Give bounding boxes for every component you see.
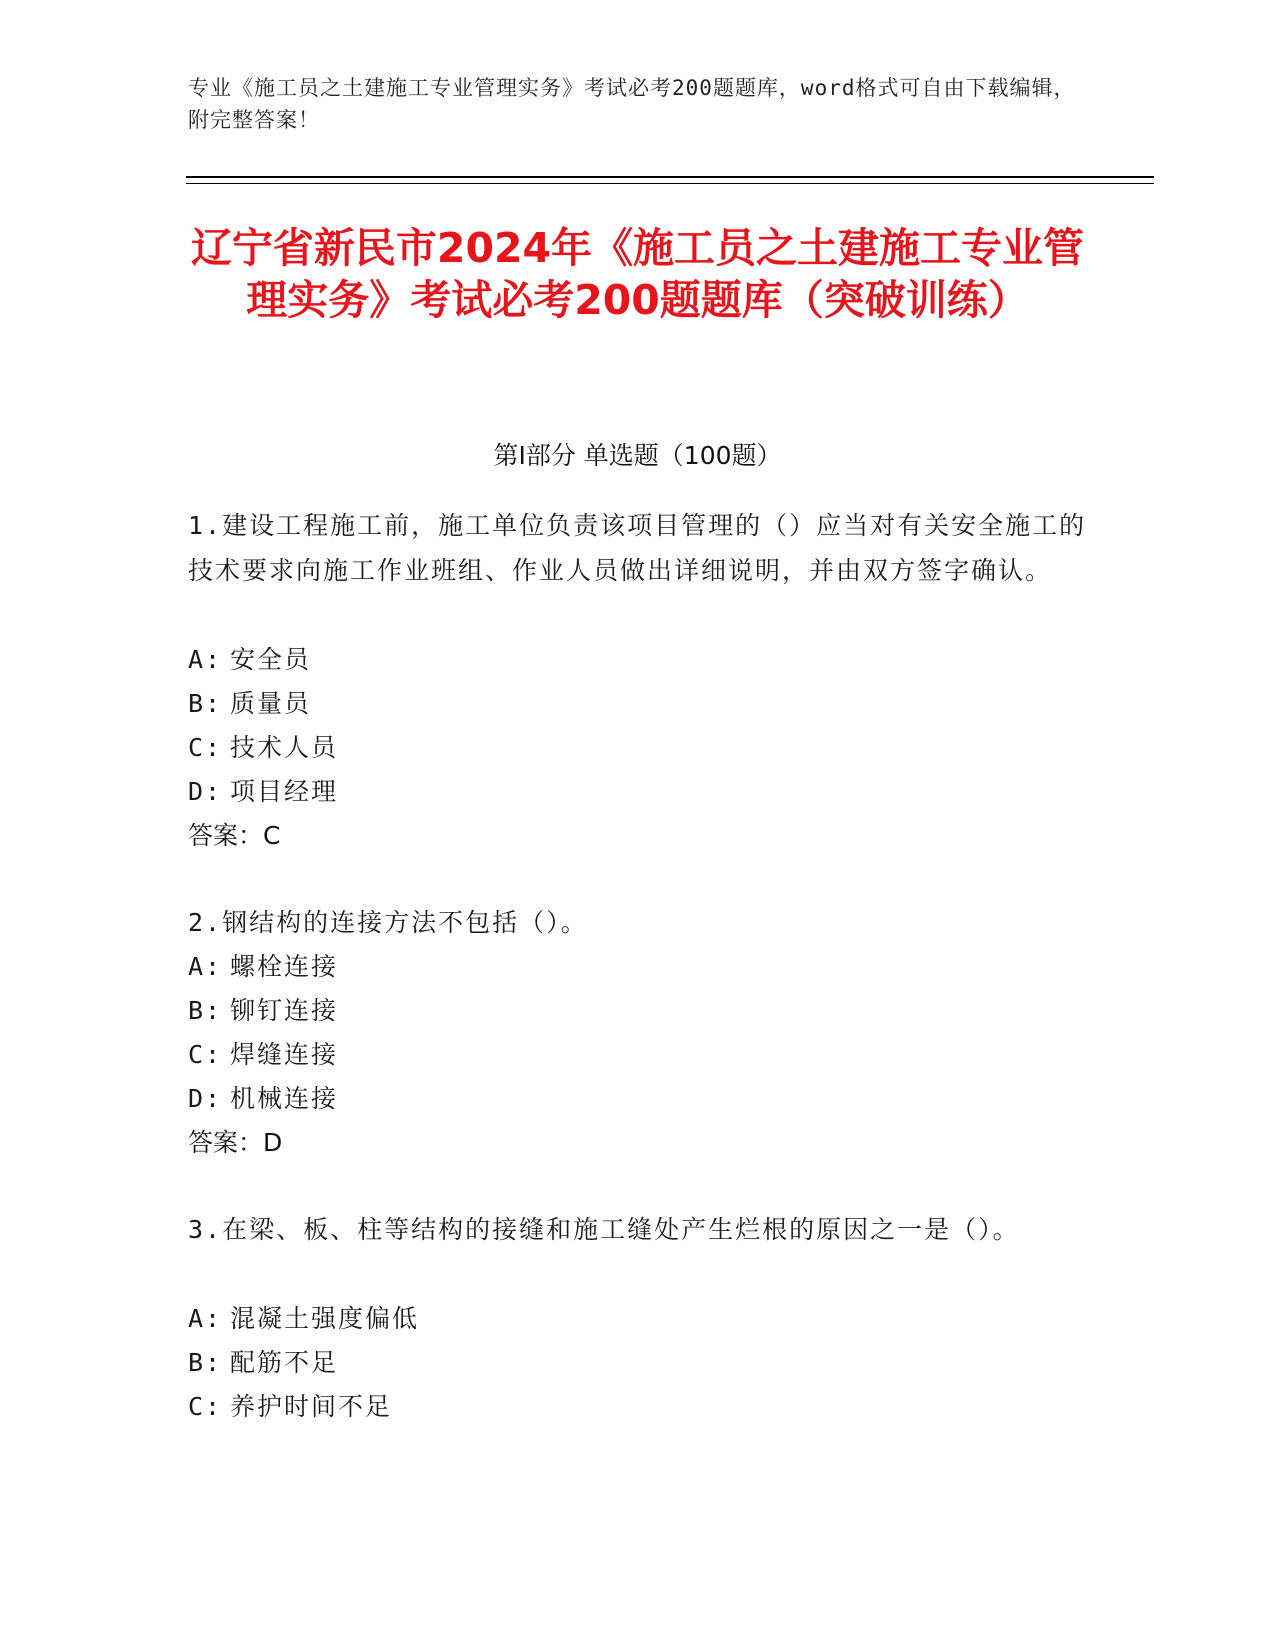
option-text: 养护时间不足 (230, 1392, 393, 1421)
question-2-answer: 答案：D (188, 1128, 283, 1157)
question-2-text: 2.钢结构的连接方法不包括（）。 (188, 908, 588, 937)
option-text: 配筋不足 (230, 1348, 339, 1377)
section-heading: 第Ⅰ部分 单选题（100题） (493, 441, 782, 470)
question-1-answer: 答案：C (188, 821, 281, 850)
question-1-option-a (188, 637, 1088, 682)
document-title: 辽宁省新民市2024年《施工员之土建施工专业管理实务》考试必考200题题库（突破训练） (190, 224, 1085, 324)
option-key: C: (188, 1392, 223, 1421)
option-key: A: (188, 952, 223, 981)
option-key: A: (188, 645, 223, 674)
option-key: B: (188, 689, 223, 718)
option-key: D: (188, 1084, 223, 1113)
option-key: B: (188, 996, 223, 1025)
question-3-text: 3.在梁、板、柱等结构的接缝和施工缝处产生烂根的原因之一是（）。 (188, 1215, 1020, 1244)
option-key: C: (188, 1040, 223, 1069)
question-1-option-b (188, 681, 1088, 726)
option-text: 焊缝连接 (230, 1040, 339, 1069)
question-2-option-d (188, 1076, 1088, 1121)
option-text: 机械连接 (230, 1084, 339, 1113)
question-2-option-a (188, 944, 1088, 989)
option-text: 混凝土强度偏低 (230, 1304, 420, 1333)
question-2-option-c (188, 1032, 1088, 1077)
option-key: D: (188, 777, 223, 806)
header-rule-thin (186, 183, 1154, 184)
option-key: A: (188, 1304, 223, 1333)
option-text: 铆钉连接 (230, 996, 339, 1025)
option-text: 项目经理 (230, 777, 339, 806)
question-1-option-c (188, 725, 1088, 770)
question-3-option-c (188, 1384, 1088, 1429)
option-text: 螺栓连接 (230, 952, 339, 981)
option-text: 技术人员 (230, 733, 339, 762)
option-text: 质量员 (230, 689, 312, 718)
option-text: 安全员 (230, 645, 312, 674)
header-rule-thick (186, 176, 1154, 178)
question-1-text: 1.建设工程施工前，施工单位负责该项目管理的（）应当对有关安全施工的技术要求向施工作业班组、作业人员做出详细说明，并由双方签字确认。 (188, 511, 1087, 585)
question-3-option-a (188, 1296, 1088, 1341)
question-3-option-b (188, 1340, 1088, 1385)
header-note: 专业《施工员之土建施工专业管理实务》考试必考200题题库，word格式可自由下载编辑，附完整答案！ (188, 76, 1076, 132)
question-1-option-d (188, 769, 1088, 814)
question-2-option-b (188, 988, 1088, 1033)
option-key: B: (188, 1348, 223, 1377)
option-key: C: (188, 733, 223, 762)
